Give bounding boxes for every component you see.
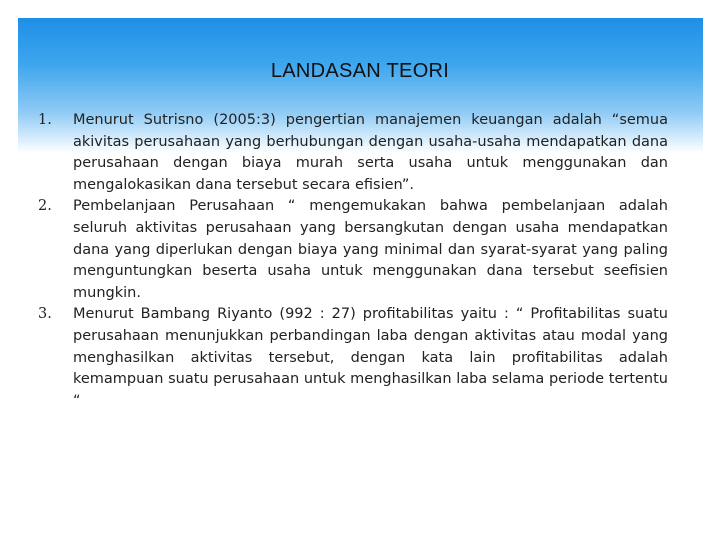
theory-list [38,110,668,412]
list-number: 1. [38,112,52,128]
slide-title: LANDASAN TEORI [270,60,450,82]
list-item-text: Pembelanjaan Perusahaan “ mengemukakan bahwa pembelanjaan adalah seluruh aktivitas perusahaan yang bersangkutan dengan usaha mendapatkan dana yang diperlukan dengan biaya yang minimal dan syarat-syarat yang paling menguntungkan beserta usaha untuk menggunakan dana tersebut seefisien mungkin. [73,198,668,301]
list-item-2 [38,196,668,304]
list-item-1 [38,110,668,196]
list-number: 3. [38,306,52,323]
list-item-text: Menurut Bambang Riyanto (992 : 27) profitabilitas yaitu : “ Profitabilitas suatu perusahaan menunjukkan perbandingan laba dengan aktivitas atau modal yang menghasilkan aktivitas tersebut, dengan kata lain profitabilitas adalah kemampuan suatu perusahaan untuk menghasilkan laba selama periode tertentu “ [73,306,668,409]
list-item-3 [38,304,668,412]
list-item-text: Menurut Sutrisno (2005:3) pengertian manajemen keuangan adalah “semua akivitas perusahaan yang berhubungan dengan usaha-usaha mendapatkan dana perusahaan dengan biaya murah serta usaha untuk menggunakan dan mengalokasikan dana tersebut secara efisien”. [73,112,668,193]
list-number: 2. [38,198,52,215]
